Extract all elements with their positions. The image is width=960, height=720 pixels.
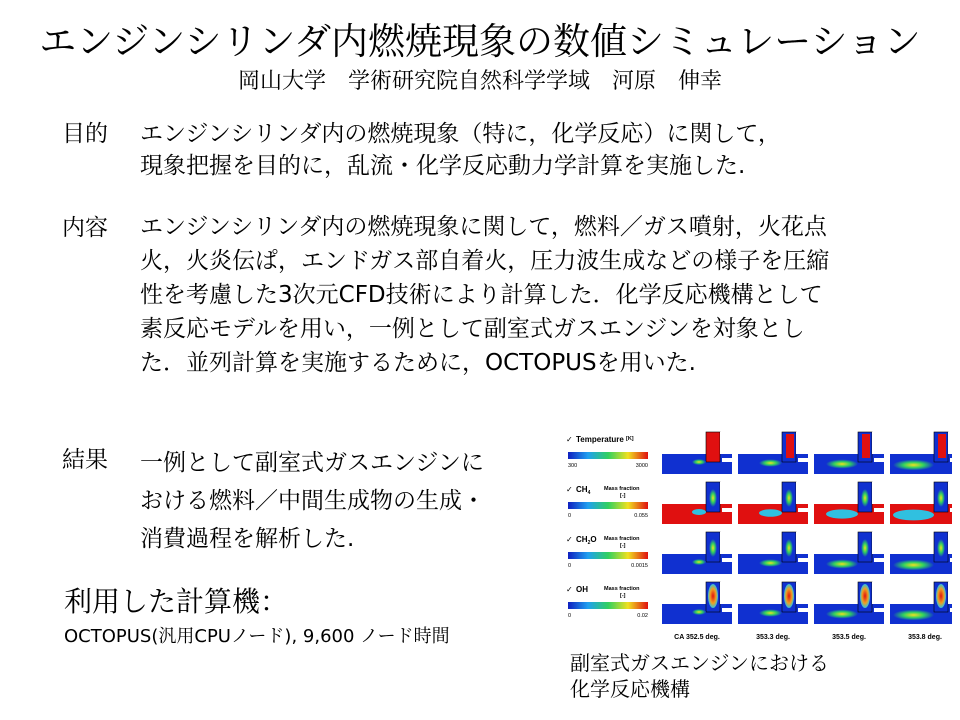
- legend-1: [566, 485, 648, 519]
- page-title: エンジンシリンダ内燃焼現象の数値シミュレーション: [39, 20, 921, 63]
- content-line: エンジンシリンダ内の燃焼現象に関して，燃料／ガス噴射，火花点: [140, 214, 827, 240]
- purpose-label: 目的: [62, 121, 108, 147]
- simulation-figure: [560, 428, 952, 644]
- computer-detail: OCTOPUS(汎用CPUノード), 9,600 ノード時間: [64, 626, 450, 647]
- simulation-cell: [814, 480, 884, 524]
- crank-angle-label: 353.3 deg.: [756, 634, 790, 641]
- result-label: 結果: [62, 447, 108, 473]
- legend-unit-label: Mass fraction: [604, 486, 640, 492]
- simulation-cell: [890, 530, 952, 574]
- result-line: 消費過程を解析した.: [140, 526, 355, 552]
- simulation-cell: [890, 430, 952, 474]
- scale-min-label: 300: [568, 463, 578, 469]
- legend-2: [566, 535, 648, 569]
- jet-plume: [893, 560, 934, 571]
- content-text: [140, 210, 829, 380]
- jet-plume: [759, 559, 782, 567]
- result-line: おける燃料／中間生成物の生成・: [140, 488, 485, 514]
- purpose-text: [140, 118, 781, 182]
- legend-column: [566, 435, 648, 619]
- check-icon: ✓: [566, 535, 573, 544]
- scale-max-label: 0.02: [637, 613, 648, 619]
- caption-line: 化学反応機構: [570, 677, 690, 701]
- crank-angle-label: CA 352.5 deg.: [674, 634, 720, 641]
- check-icon: ✓: [566, 485, 573, 494]
- content-line: 素反応モデルを用い，一例として副室式ガスエンジンを対象とし: [140, 316, 805, 342]
- jet-plume: [826, 609, 858, 618]
- purpose-line: 現象把握を目的に，乱流・化学反応動力学計算を実施した.: [140, 153, 746, 179]
- simulation-cell: [738, 580, 808, 624]
- color-scale-bar: [568, 452, 648, 459]
- computer-heading: 利用した計算機：: [64, 585, 289, 618]
- jet-plume: [692, 559, 706, 565]
- legend-unit-label: [-]: [620, 493, 626, 499]
- check-icon: ✓: [566, 585, 573, 594]
- jet-plume: [692, 459, 706, 465]
- crank-angle-label: 353.5 deg.: [832, 634, 866, 641]
- legend-3: [566, 585, 648, 619]
- scale-min-label: 0: [568, 563, 572, 569]
- legend-unit-label: Mass fraction: [604, 586, 640, 592]
- legend-0: [566, 435, 648, 469]
- crank-angle-labels: [674, 634, 942, 641]
- jet-plume: [893, 610, 934, 621]
- simulation-cell: [738, 430, 808, 474]
- color-scale-bar: [568, 552, 648, 559]
- legend-unit-label: [-]: [620, 543, 626, 549]
- jet-plume: [759, 609, 782, 617]
- simulation-cell: [814, 530, 884, 574]
- legend-unit-label: [K]: [626, 436, 634, 442]
- jet-plume: [759, 459, 782, 467]
- purpose-line: エンジンシリンダ内の燃焼現象（特に，化学反応）に関して，: [140, 121, 781, 147]
- jet-plume: [692, 609, 706, 615]
- simulation-cell: [738, 530, 808, 574]
- result-line: 一例として副室式ガスエンジンに: [140, 450, 484, 476]
- jet-plume: [893, 510, 934, 521]
- legend-species-label: Temperature: [576, 435, 624, 444]
- legend-species-label: OH: [576, 585, 588, 594]
- content-line: た．並列計算を実施するために，OCTOPUSを用いた.: [140, 350, 696, 376]
- jet-plume: [893, 460, 934, 471]
- caption-line: 副室式ガスエンジンにおける: [570, 651, 829, 675]
- color-scale-bar: [568, 502, 648, 509]
- jet-plume: [826, 459, 858, 468]
- simulation-cell: [662, 530, 732, 574]
- simulation-grid: [662, 430, 952, 624]
- color-scale-bar: [568, 602, 648, 609]
- figure-caption: [570, 650, 829, 702]
- jet-plume: [759, 509, 782, 517]
- crank-angle-label: 353.8 deg.: [908, 634, 942, 641]
- result-text: [140, 444, 485, 558]
- legend-species-label: $CH_2O$: [576, 535, 597, 546]
- scale-max-label: 0.0015: [631, 563, 648, 569]
- legend-unit-label: [-]: [620, 593, 626, 599]
- scale-max-label: 0.055: [634, 513, 648, 519]
- scale-min-label: 0: [568, 513, 572, 519]
- check-icon: ✓: [566, 435, 573, 444]
- simulation-cell: [814, 580, 884, 624]
- simulation-cell: [814, 430, 884, 474]
- simulation-cell: [890, 580, 952, 624]
- content-label: 内容: [62, 215, 108, 241]
- content-line: 火，火炎伝ぱ，エンドガス部自着火，圧力波生成などの様子を圧縮: [140, 248, 830, 274]
- jet-plume: [826, 559, 858, 568]
- legend-species-label: $CH_4$: [576, 485, 591, 496]
- jet-plume: [826, 509, 858, 518]
- content-line: 性を考慮した3次元CFD技術により計算した．化学反応機構として: [140, 282, 823, 308]
- scale-max-label: 3000: [635, 463, 648, 469]
- author-affiliation: 岡山大学 学術研究院自然科学学域 河原 伸幸: [237, 69, 722, 94]
- simulation-cell: [662, 480, 732, 524]
- simulation-cell: [890, 480, 952, 524]
- legend-unit-label: Mass fraction: [604, 536, 640, 542]
- scale-min-label: 0: [568, 613, 572, 619]
- simulation-cell: [662, 580, 732, 624]
- jet-plume: [692, 509, 706, 515]
- simulation-cell: [662, 430, 732, 474]
- simulation-cell: [738, 480, 808, 524]
